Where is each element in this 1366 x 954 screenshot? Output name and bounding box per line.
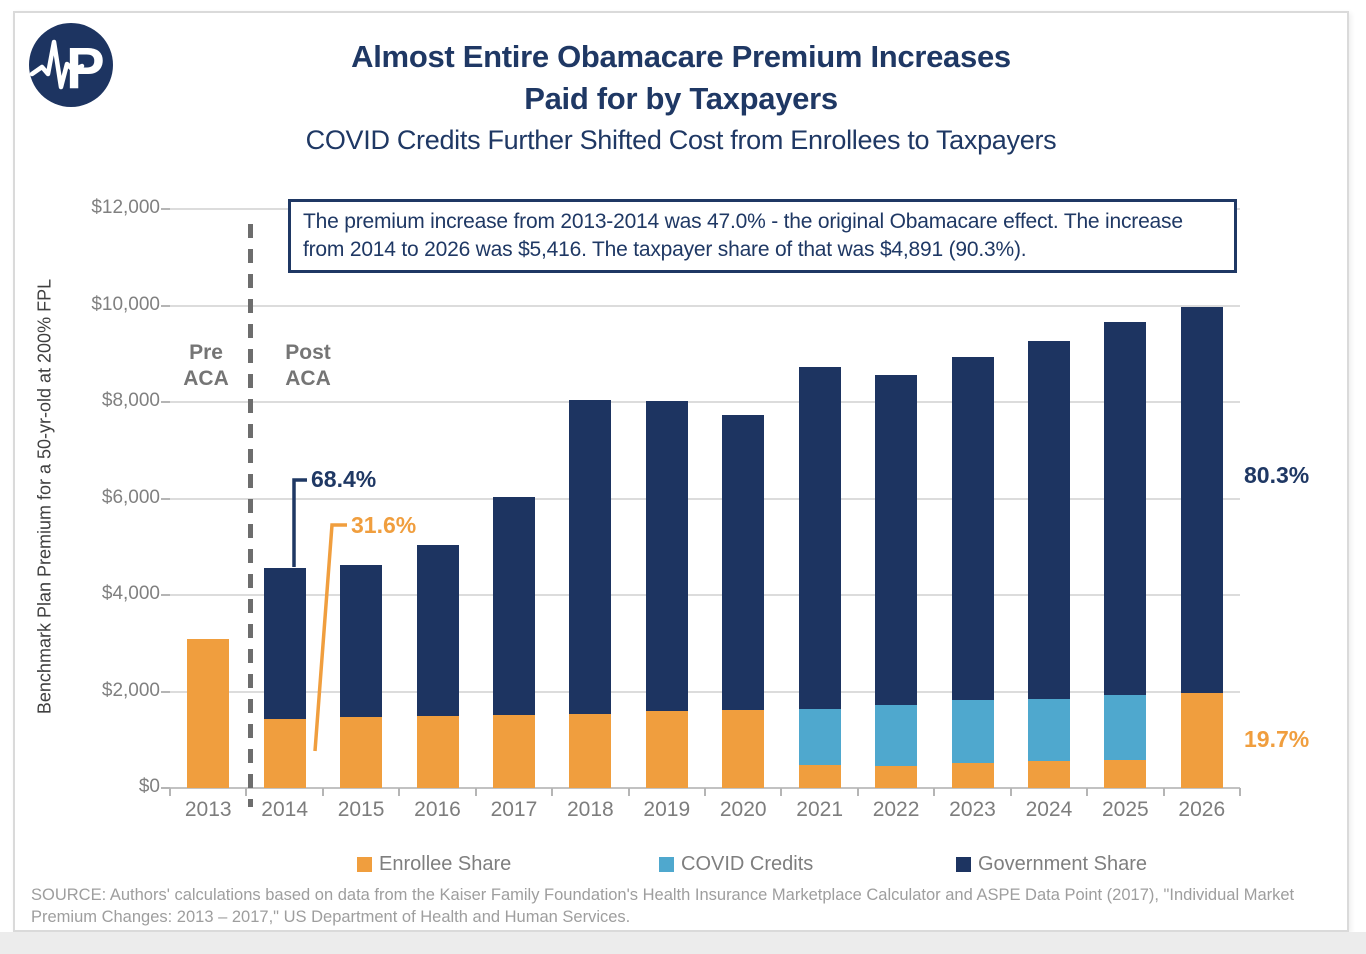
bar-2014 — [264, 568, 306, 788]
bar-segment-2018-government-share — [569, 400, 611, 715]
legend-label-enrollee: Enrollee Share — [379, 853, 512, 875]
bar-2020 — [722, 415, 764, 788]
bar-segment-2021-covid-credits — [799, 709, 841, 765]
gridline-8000 — [170, 401, 1240, 403]
x-axis-tick — [475, 788, 477, 796]
x-axis-tick — [704, 788, 706, 796]
x-tick-label-2020: 2020 — [719, 798, 767, 821]
chart-card — [13, 11, 1349, 932]
y-tick-label-2000: $2,000 — [101, 679, 160, 701]
bar-segment-2026-enrollee-share — [1181, 693, 1223, 788]
bar-segment-2015-government-share — [340, 565, 382, 717]
x-axis-tick — [551, 788, 553, 796]
y-tick-label-6000: $6,000 — [101, 486, 160, 508]
bar-2015 — [340, 565, 382, 788]
legend-swatch-enrollee — [357, 857, 372, 872]
y-tick-label-4000: $4,000 — [101, 583, 160, 604]
label-gov-share-2014: 68.4% — [311, 466, 377, 492]
legend-item-covid-credits — [659, 853, 813, 876]
label-enrollee-share-2026: 19.7% — [1244, 726, 1310, 752]
chart-title-line1: Almost Entire Obamacare Premium Increases — [351, 39, 1011, 74]
y-axis-tick — [161, 498, 170, 500]
bar-2016 — [417, 545, 459, 788]
y-tick-label-10000: $10,000 — [91, 293, 160, 315]
y-tick-label-8000: $8,000 — [101, 390, 160, 411]
bar-segment-2014-enrollee-share — [264, 719, 306, 788]
bar-segment-2023-enrollee-share — [952, 763, 994, 788]
gridline-2000 — [170, 691, 1240, 693]
y-axis-tick — [161, 305, 170, 307]
bar-segment-2020-government-share — [722, 415, 764, 710]
chart-subtitle: COVID Credits Further Shifted Cost from Enrollees to Taxpayers — [305, 125, 1057, 155]
x-tick-label-2017: 2017 — [490, 798, 538, 821]
bar-segment-2021-enrollee-share — [799, 765, 841, 788]
x-axis-tick — [322, 788, 324, 796]
bar-2018 — [569, 400, 611, 788]
bar-segment-2015-enrollee-share — [340, 717, 382, 788]
x-tick-label-2016: 2016 — [414, 798, 461, 821]
bar-segment-2019-enrollee-share — [646, 711, 688, 788]
x-tick-label-2023: 2023 — [949, 798, 996, 821]
bar-segment-2025-covid-credits — [1104, 695, 1146, 760]
x-axis-tick — [1163, 788, 1165, 796]
bar-segment-2016-enrollee-share — [417, 716, 459, 788]
bar-segment-2013-enrollee-share — [187, 639, 229, 788]
bar-segment-2024-enrollee-share — [1028, 761, 1070, 788]
label-gov-share-2026: 80.3% — [1244, 462, 1310, 488]
pre-aca-label: Pre ACA — [183, 341, 229, 390]
x-axis-tick — [1010, 788, 1012, 796]
bar-segment-2025-enrollee-share — [1104, 760, 1146, 788]
y-tick-label-0: $0 — [138, 776, 160, 797]
bar-2017 — [493, 497, 535, 788]
bar-segment-2024-covid-credits — [1028, 699, 1070, 761]
chart-title-line2: Paid for by Taxpayers — [524, 81, 838, 116]
legend-label-covid: COVID Credits — [681, 853, 814, 875]
x-tick-label-2021: 2021 — [796, 798, 843, 821]
bar-segment-2022-enrollee-share — [875, 766, 917, 788]
bar-2013 — [187, 639, 229, 788]
y-axis-tick — [161, 594, 170, 596]
legend-swatch-covid — [659, 857, 674, 872]
x-axis-tick — [1086, 788, 1088, 796]
x-axis-tick — [169, 788, 171, 796]
bar-segment-2018-enrollee-share — [569, 714, 611, 788]
x-axis-tick — [398, 788, 400, 796]
x-tick-label-2024: 2024 — [1025, 798, 1073, 821]
logo-letter: P — [66, 36, 105, 101]
x-axis-tick — [628, 788, 630, 796]
x-tick-label-2019: 2019 — [643, 798, 691, 821]
y-tick-label-12000: $12,000 — [91, 197, 160, 218]
gridline-4000 — [170, 594, 1240, 596]
bar-2021 — [799, 367, 841, 788]
x-axis-tick — [1239, 788, 1241, 796]
bar-segment-2020-enrollee-share — [722, 710, 764, 788]
x-axis-tick — [933, 788, 935, 796]
x-axis-tick — [857, 788, 859, 796]
bar-segment-2017-government-share — [493, 497, 535, 715]
bar-segment-2022-government-share — [875, 375, 917, 705]
bar-segment-2017-enrollee-share — [493, 715, 535, 788]
bar-2025 — [1104, 322, 1146, 788]
x-tick-label-2014: 2014 — [261, 798, 308, 821]
bar-segment-2014-government-share — [264, 568, 306, 718]
label-enrollee-share-2014: 31.6% — [351, 512, 417, 538]
bar-segment-2024-government-share — [1028, 341, 1070, 699]
page-bottom-strip — [0, 932, 1366, 954]
bar-2022 — [875, 375, 917, 788]
annotation-box: The premium increase from 2013-2014 was 47.0% - the original Obamacare effect. The increase from 2014 to 2026 was $5,416. The taxpayer share of that was $4,891 (90.3%). — [288, 199, 1237, 273]
y-axis-title: Benchmark Plan Premium for a 50-yr-old at 200% FPL — [34, 278, 55, 715]
y-axis-tick — [161, 691, 170, 693]
plot-area — [170, 209, 1240, 821]
bar-segment-2022-covid-credits — [875, 705, 917, 766]
post-aca-label: Post ACA — [285, 341, 331, 390]
bar-segment-2019-government-share — [646, 401, 688, 711]
bar-segment-2026-government-share — [1181, 307, 1223, 693]
bar-2026 — [1181, 307, 1223, 788]
bar-2019 — [646, 401, 688, 788]
gridline-10000 — [170, 305, 1240, 307]
x-tick-label-2022: 2022 — [872, 798, 920, 821]
bar-2024 — [1028, 341, 1070, 788]
bar-segment-2023-government-share — [952, 357, 994, 700]
bar-segment-2016-government-share — [417, 545, 459, 716]
legend-item-enrollee-share — [357, 853, 511, 876]
bar-2023 — [952, 357, 994, 788]
pre-post-aca-divider-line — [248, 224, 253, 807]
bar-segment-2023-covid-credits — [952, 700, 994, 762]
x-tick-label-2026: 2026 — [1178, 798, 1226, 821]
x-tick-label-2018: 2018 — [566, 798, 614, 821]
bar-segment-2021-government-share — [799, 367, 841, 709]
gridline-6000 — [170, 498, 1240, 500]
source-note: SOURCE: Authors' calculations based on data from the Kaiser Family Foundation's Health Insurance Marketplace Calculator and ASPE Data Point (2017), "Individual Market Premium Changes: 2013 – 2017," US Department of Health and Human Services. — [31, 886, 1295, 927]
legend-swatch-government — [956, 857, 971, 872]
y-axis-tick — [161, 401, 170, 403]
legend-item-government-share — [956, 853, 1147, 876]
legend-label-government: Government Share — [978, 853, 1147, 875]
x-axis-tick — [780, 788, 782, 796]
x-tick-label-2015: 2015 — [337, 798, 385, 821]
x-tick-label-2025: 2025 — [1101, 798, 1149, 821]
bar-segment-2025-government-share — [1104, 322, 1146, 695]
x-tick-label-2013: 2013 — [184, 798, 232, 821]
y-axis-tick — [161, 208, 170, 210]
